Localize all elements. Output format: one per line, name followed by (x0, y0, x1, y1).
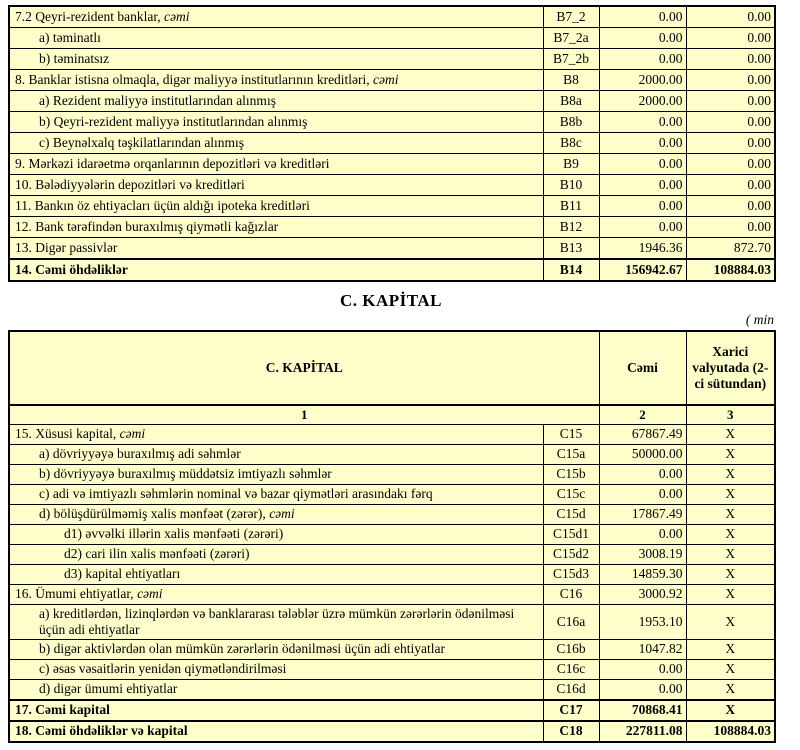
row-label-text: c) Beynəlxalq təşkilatlarından alınmış (39, 134, 245, 150)
row-code: B10 (543, 175, 599, 196)
row-code: C15d1 (543, 524, 599, 544)
row-label-text: d2) cari ilin xalis mənfəəti (zərəri) (64, 546, 250, 561)
table-row (9, 424, 775, 444)
row-foreign-currency-value: 0.00 (686, 70, 775, 91)
row-label-text: d3) kapital ehtiyatları (64, 566, 181, 581)
row-label (9, 564, 543, 584)
row-label (9, 70, 543, 91)
row-code: C15d (543, 504, 599, 524)
row-code: C18 (543, 721, 599, 742)
row-label-text: 9. Mərkəzi idarəetmə orqanlarının depozitləri və kreditləri (15, 155, 330, 171)
capital-table (8, 330, 776, 743)
row-label-text: 17. Cəmi kapital (15, 702, 110, 718)
row-total-value: 2000.00 (599, 70, 686, 91)
row-label (9, 524, 543, 544)
row-label (9, 700, 543, 721)
row-total-value: 3000.92 (599, 584, 686, 604)
row-foreign-currency-value: 872.70 (686, 238, 775, 260)
table-row (9, 217, 775, 238)
table-row (9, 444, 775, 464)
row-total-value: 0.00 (599, 6, 686, 28)
row-foreign-currency-value: 108884.03 (686, 721, 775, 742)
row-code: C15d3 (543, 564, 599, 584)
row-code: B13 (543, 238, 599, 260)
table-row (9, 544, 775, 564)
table-row (9, 721, 775, 742)
row-foreign-currency-value: X (686, 604, 775, 639)
row-label-text: a) təminatlı (39, 29, 101, 45)
row-code: B9 (543, 154, 599, 175)
row-total-value: 0.00 (599, 28, 686, 49)
row-foreign-currency-value: X (686, 639, 775, 659)
row-label-text: 14. Cəmi öhdəliklər (15, 261, 128, 277)
row-label-text: a) kreditlərdən, lizinqlərdən və banklararası tələblər üzrə mümkün zərərlərin ödənilməsi üçün adi ehtiyatlar (39, 605, 515, 637)
row-foreign-currency-value: X (686, 584, 775, 604)
row-label (9, 6, 543, 28)
row-foreign-currency-value: X (686, 444, 775, 464)
row-label-text: 8. Banklar istisna olmaqla, digər maliyyə institutlarının kreditləri, (15, 71, 374, 87)
row-label-text: d) bölüşdürülməmiş xalis mənfəət (zərər), (39, 506, 270, 521)
row-label (9, 504, 543, 524)
row-label (9, 639, 543, 659)
row-foreign-currency-value: X (686, 659, 775, 679)
row-label (9, 444, 543, 464)
row-code: C16c (543, 659, 599, 679)
row-total-value: 0.00 (599, 154, 686, 175)
row-foreign-currency-value: 0.00 (686, 49, 775, 70)
row-code: C15a (543, 444, 599, 464)
row-total-value: 0.00 (599, 659, 686, 679)
row-foreign-currency-value: X (686, 564, 775, 584)
row-label (9, 238, 543, 260)
row-total-value: 17867.49 (599, 504, 686, 524)
row-code: B8a (543, 91, 599, 112)
row-foreign-currency-value: 0.00 (686, 112, 775, 133)
row-foreign-currency-value: 0.00 (686, 133, 775, 154)
row-total-value: 1946.36 (599, 238, 686, 260)
row-total-value: 0.00 (599, 49, 686, 70)
row-label-text: 10. Bələdiyyələrin depozitləri və kreditləri (15, 176, 245, 192)
table-row (9, 564, 775, 584)
table-row (9, 464, 775, 484)
row-foreign-currency-value: 0.00 (686, 196, 775, 217)
column-number-2: 2 (599, 405, 686, 424)
column-numbering-row (9, 405, 775, 424)
row-label (9, 584, 543, 604)
row-total-value: 0.00 (599, 175, 686, 196)
table-row (9, 504, 775, 524)
table-row (9, 91, 775, 112)
row-code: B7_2b (543, 49, 599, 70)
row-total-value: 3008.19 (599, 544, 686, 564)
table-row (9, 604, 775, 639)
row-code: B7_2a (543, 28, 599, 49)
row-label (9, 196, 543, 217)
row-label (9, 484, 543, 504)
row-total-value: 2000.00 (599, 91, 686, 112)
row-label-italic-suffix: cəmi (269, 506, 295, 521)
table-row (9, 584, 775, 604)
table-row (9, 70, 775, 91)
row-code: B8 (543, 70, 599, 91)
table-row (9, 679, 775, 700)
row-code: B11 (543, 196, 599, 217)
table-row (9, 112, 775, 133)
row-code: C15d2 (543, 544, 599, 564)
row-label-text: b) təminatsız (39, 50, 110, 66)
row-label (9, 659, 543, 679)
header-total-cell: Cəmi (599, 331, 686, 405)
row-label (9, 544, 543, 564)
row-total-value: 0.00 (599, 133, 686, 154)
row-foreign-currency-value: 0.00 (686, 154, 775, 175)
row-label (9, 112, 543, 133)
row-label-text: 13. Digər passivlər (15, 239, 118, 255)
header-foreign-currency-cell: Xarici valyutada (2-ci sütundan) (686, 331, 775, 405)
row-label-text: 12. Bank tərəfindən buraxılmış qiymətli kağızlar (15, 218, 279, 234)
row-label (9, 133, 543, 154)
row-label-text: 15. Xüsusi kapital, (15, 426, 120, 441)
row-total-value: 1047.82 (599, 639, 686, 659)
row-label-text: b) dövriyyəyə buraxılmış müddətsiz imtiyazlı səhmlər (39, 466, 332, 481)
row-label-text: 18. Cəmi öhdəliklər və kapital (15, 723, 188, 739)
row-label-text: b) Qeyri-rezident maliyyə institutlarından alınmış (39, 113, 308, 129)
row-label (9, 721, 543, 742)
table-row (9, 49, 775, 70)
capital-header-row (9, 331, 775, 405)
table-row (9, 639, 775, 659)
row-code: B14 (543, 259, 599, 281)
row-label-text: d) digər ümumi ehtiyatlar (39, 681, 178, 697)
row-label (9, 49, 543, 70)
row-foreign-currency-value: X (686, 464, 775, 484)
row-code: C15b (543, 464, 599, 484)
row-total-value: 67867.49 (599, 424, 686, 444)
row-label-text: 7.2 Qeyri-rezident banklar, (15, 8, 165, 24)
row-code: C17 (543, 700, 599, 721)
row-foreign-currency-value: X (686, 700, 775, 721)
row-label-text: a) dövriyyəyə buraxılmış adi səhmlər (39, 446, 241, 461)
row-foreign-currency-value: 108884.03 (686, 259, 775, 281)
row-total-value: 227811.08 (599, 721, 686, 742)
row-code: C16a (543, 604, 599, 639)
row-label (9, 604, 543, 639)
row-label (9, 28, 543, 49)
row-code: B7_2 (543, 6, 599, 28)
row-code: B8c (543, 133, 599, 154)
table-row (9, 524, 775, 544)
row-label-text: 16. Ümumi ehtiyatlar, (15, 586, 138, 601)
column-number-1: 1 (9, 405, 599, 424)
row-label (9, 464, 543, 484)
row-total-value: 70868.41 (599, 700, 686, 721)
row-foreign-currency-value: 0.00 (686, 217, 775, 238)
row-label (9, 154, 543, 175)
liabilities-table (8, 5, 776, 282)
row-foreign-currency-value: 0.00 (686, 28, 775, 49)
row-foreign-currency-value: 0.00 (686, 6, 775, 28)
row-total-value: 50000.00 (599, 444, 686, 464)
row-label (9, 217, 543, 238)
row-label (9, 424, 543, 444)
table-row (9, 6, 775, 28)
row-label-text: d1) əvvəlki illərin xalis mənfəəti (zərəri) (64, 526, 284, 541)
row-label-text: b) digər aktivlərdən olan mümkün zərərlərin ödənilməsi üçün adi ehtiyatlar (39, 641, 445, 657)
row-foreign-currency-value: X (686, 504, 775, 524)
row-code: B12 (543, 217, 599, 238)
row-total-value: 0.00 (599, 464, 686, 484)
row-foreign-currency-value: X (686, 679, 775, 700)
row-label-text: c) adi və imtiyazlı səhmlərin nominal və bazar qiymətləri arasındakı fərq (39, 486, 433, 501)
table-row (9, 133, 775, 154)
column-number-3: 3 (686, 405, 775, 424)
table-row (9, 196, 775, 217)
row-code: C16b (543, 639, 599, 659)
row-foreign-currency-value: 0.00 (686, 91, 775, 112)
row-total-value: 1953.10 (599, 604, 686, 639)
header-title-cell: C. KAPİTAL (9, 331, 599, 405)
table-row (9, 259, 775, 281)
row-label (9, 259, 543, 281)
row-total-value: 0.00 (599, 484, 686, 504)
row-label (9, 175, 543, 196)
row-foreign-currency-value: X (686, 424, 775, 444)
table-row (9, 238, 775, 260)
row-label (9, 91, 543, 112)
row-total-value: 0.00 (599, 679, 686, 700)
row-label-text: c) əsas vəsaitlərin yenidən qiymətləndirilməsi (39, 661, 287, 677)
row-total-value: 156942.67 (599, 259, 686, 281)
row-label-italic-suffix: cəmi (373, 71, 399, 87)
capital-section-title: C. KAPİTAL (340, 291, 442, 310)
row-label-text: a) Rezident maliyyə institutlarından alınmış (39, 92, 276, 108)
row-label (9, 679, 543, 700)
row-foreign-currency-value: X (686, 484, 775, 504)
row-code: B8b (543, 112, 599, 133)
row-label-italic-suffix: cəmi (137, 586, 163, 601)
row-foreign-currency-value: 0.00 (686, 175, 775, 196)
table-row (9, 28, 775, 49)
row-code: C16d (543, 679, 599, 700)
table-row (9, 659, 775, 679)
table-row (9, 154, 775, 175)
row-foreign-currency-value: X (686, 524, 775, 544)
units-note: ( min (745, 312, 774, 327)
table-row (9, 175, 775, 196)
row-total-value: 0.00 (599, 112, 686, 133)
row-label-text: 11. Bankın öz ehtiyacları üçün aldığı ipoteka kreditləri (15, 197, 310, 213)
row-label-italic-suffix: cəmi (119, 426, 146, 441)
row-total-value: 0.00 (599, 217, 686, 238)
row-total-value: 14859.30 (599, 564, 686, 584)
row-foreign-currency-value: X (686, 544, 775, 564)
row-code: C16 (543, 584, 599, 604)
table-row (9, 700, 775, 721)
row-code: C15c (543, 484, 599, 504)
row-total-value: 0.00 (599, 524, 686, 544)
row-total-value: 0.00 (599, 196, 686, 217)
row-label-italic-suffix: cəmi (164, 8, 190, 24)
table-row (9, 484, 775, 504)
row-code: C15 (543, 424, 599, 444)
